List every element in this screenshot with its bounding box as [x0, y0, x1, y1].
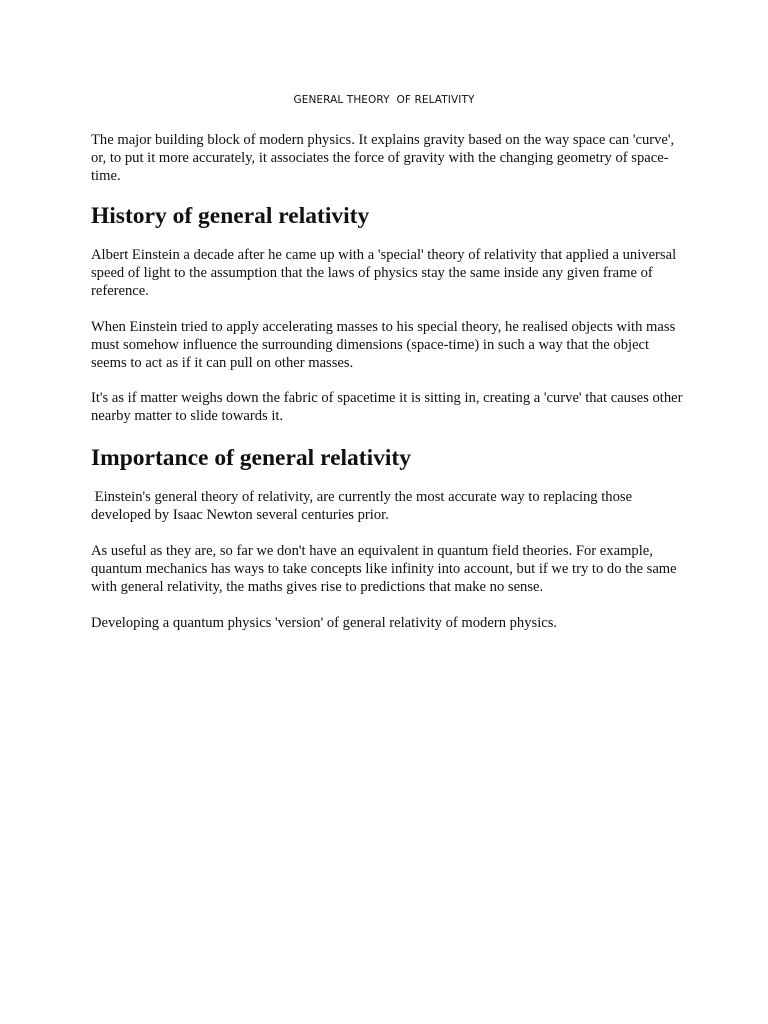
importance-paragraph-3: Developing a quantum physics 'version' of general relativity of modern physics.	[91, 615, 558, 631]
document-title: GENERAL THEORY OF RELATIVITY	[293, 94, 475, 106]
importance-paragraph-1: Einstein's general theory of relativity, are currently the most accurate way to replacing those developed by Isaac Newton several centuries prior.	[91, 489, 636, 523]
history-paragraph-1: Albert Einstein a decade after he came up with a 'special' theory of relativity that applied a universal speed of light to the assumption that the laws of physics stay the same inside any given frame of reference.	[91, 247, 680, 299]
importance-paragraph-2: As useful as they are, so far we don't have an equivalent in quantum field theories. For example, quantum mechanics has ways to take concepts like infinity into account, but if we try to do the same with general relativity, the maths gives rise to predictions that make no sense.	[91, 543, 681, 595]
section-heading-importance: Importance of general relativity	[91, 445, 411, 471]
section-heading-history: History of general relativity	[91, 203, 370, 229]
history-paragraph-2: When Einstein tried to apply accelerating masses to his special theory, he realised objects with mass must somehow influence the surrounding dimensions (space-time) in such a way that the object seems to act as if it can pull on other masses.	[91, 319, 679, 371]
history-paragraph-3: It's as if matter weighs down the fabric of spacetime it is sitting in, creating a 'curve' that causes other nearby matter to slide towards it.	[91, 390, 687, 424]
intro-paragraph: The major building block of modern physics. It explains gravity based on the way space can 'curve', or, to put it more accurately, it associates the force of gravity with the changing geometry of space-time.	[91, 132, 678, 184]
